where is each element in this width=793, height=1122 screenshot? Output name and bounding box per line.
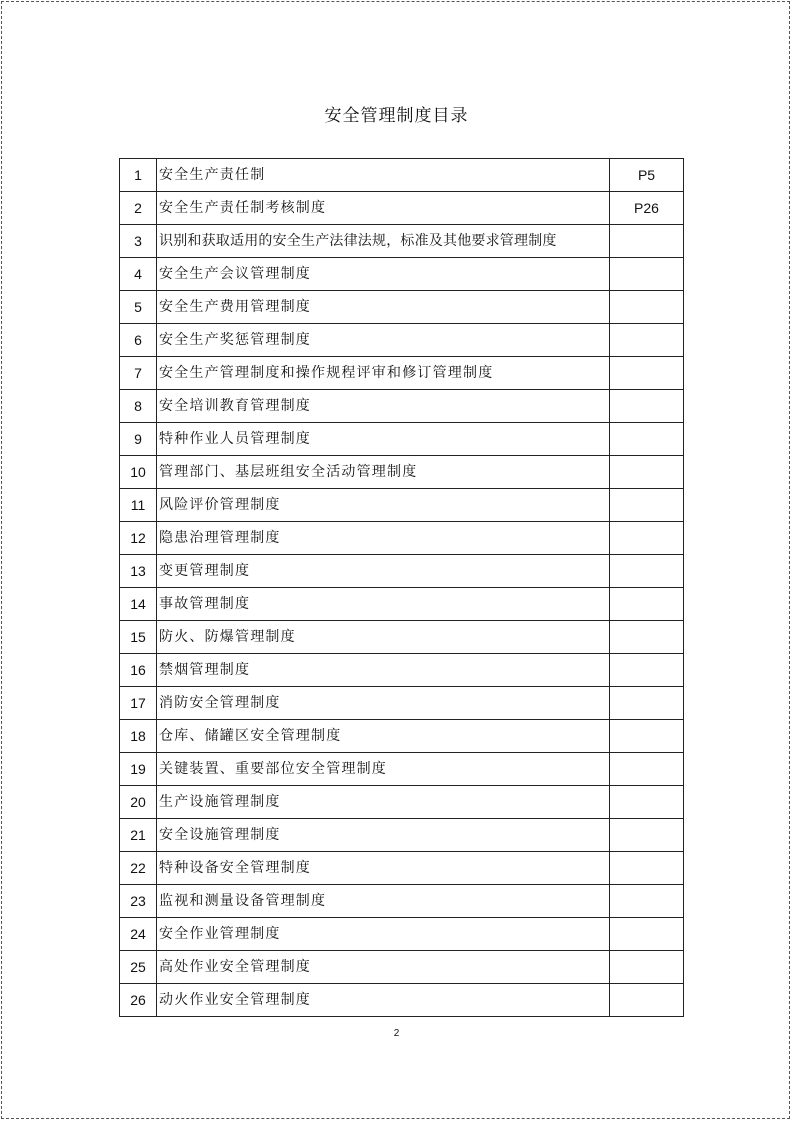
toc-row-number: 22 [120,852,157,885]
toc-row-title: 安全生产费用管理制度 [157,291,610,324]
toc-row-page [610,753,684,786]
toc-row-title: 安全培训教育管理制度 [157,390,610,423]
toc-row [120,489,684,522]
toc-row-page [610,621,684,654]
toc-row-title: 仓库、储罐区安全管理制度 [157,720,610,753]
document-title: 安全管理制度目录 [324,106,469,126]
toc-row-page [610,786,684,819]
toc-row-page: P26 [610,192,684,225]
toc-row-page [610,357,684,390]
toc-row-page [610,984,684,1017]
toc-row-page [610,852,684,885]
toc-row-number: 11 [120,489,157,522]
toc-row-page [610,390,684,423]
toc-row [120,291,684,324]
toc-row-page [610,456,684,489]
toc-row-number: 1 [120,159,157,192]
toc-row [120,159,684,192]
toc-row [120,687,684,720]
toc-row-title: 动火作业安全管理制度 [157,984,610,1017]
toc-row-page [610,918,684,951]
toc-row-title: 高处作业安全管理制度 [157,951,610,984]
toc-table [119,158,684,1017]
toc-row-title: 事故管理制度 [157,588,610,621]
toc-row-page [610,687,684,720]
toc-body [120,159,684,1017]
toc-row-number: 9 [120,423,157,456]
toc-row-page [610,423,684,456]
toc-row-title: 风险评价管理制度 [157,489,610,522]
toc-row [120,984,684,1017]
toc-row-number: 2 [120,192,157,225]
toc-row-page [610,225,684,258]
toc-row-title: 识别和获取适用的安全生产法律法规，标准及其他要求管理制度 [157,225,610,258]
toc-row-title: 安全生产责任制考核制度 [157,192,610,225]
toc-row-title: 消防安全管理制度 [157,687,610,720]
toc-row-number: 10 [120,456,157,489]
toc-row-number: 24 [120,918,157,951]
toc-row-number: 6 [120,324,157,357]
toc-row-number: 17 [120,687,157,720]
toc-row-title: 安全生产管理制度和操作规程评审和修订管理制度 [157,357,610,390]
toc-row [120,786,684,819]
toc-row-title: 生产设施管理制度 [157,786,610,819]
toc-row-number: 7 [120,357,157,390]
toc-row-page: P5 [610,159,684,192]
toc-row [120,258,684,291]
toc-row-title: 变更管理制度 [157,555,610,588]
toc-row-number: 14 [120,588,157,621]
toc-row-number: 19 [120,753,157,786]
toc-row-title: 安全作业管理制度 [157,918,610,951]
toc-row [120,654,684,687]
toc-row-number: 15 [120,621,157,654]
toc-row [120,753,684,786]
toc-row-title: 特种作业人员管理制度 [157,423,610,456]
toc-row [120,324,684,357]
toc-row-page [610,654,684,687]
toc-row-title: 关键装置、重要部位安全管理制度 [157,753,610,786]
toc-row-title: 隐患治理管理制度 [157,522,610,555]
toc-row-page [610,588,684,621]
toc-row-title: 监视和测量设备管理制度 [157,885,610,918]
toc-row-number: 20 [120,786,157,819]
toc-row-page [610,819,684,852]
toc-row-title: 安全生产奖惩管理制度 [157,324,610,357]
toc-row [120,522,684,555]
toc-row-page [610,720,684,753]
toc-row-number: 26 [120,984,157,1017]
toc-row [120,357,684,390]
toc-row-number: 23 [120,885,157,918]
toc-row [120,951,684,984]
toc-row-number: 13 [120,555,157,588]
toc-row-number: 21 [120,819,157,852]
toc-row [120,423,684,456]
toc-row-page [610,324,684,357]
toc-row-number: 3 [120,225,157,258]
toc-row-title: 特种设备安全管理制度 [157,852,610,885]
toc-row-title: 管理部门、基层班组安全活动管理制度 [157,456,610,489]
toc-row-number: 16 [120,654,157,687]
toc-row [120,621,684,654]
toc-row [120,588,684,621]
toc-row [120,852,684,885]
toc-row [120,720,684,753]
toc-row-number: 25 [120,951,157,984]
toc-row-page [610,489,684,522]
toc-row-title: 安全生产会议管理制度 [157,258,610,291]
toc-row-page [610,951,684,984]
toc-row [120,885,684,918]
toc-row-number: 18 [120,720,157,753]
toc-row [120,555,684,588]
toc-row-page [610,522,684,555]
page-number: 2 [393,1028,400,1039]
toc-row [120,918,684,951]
toc-row-number: 12 [120,522,157,555]
toc-row-title: 安全设施管理制度 [157,819,610,852]
toc-row-number: 8 [120,390,157,423]
toc-row-page [610,291,684,324]
toc-row-page [610,258,684,291]
toc-row [120,192,684,225]
toc-row [120,390,684,423]
toc-row-number: 5 [120,291,157,324]
toc-row [120,225,684,258]
toc-row-number: 4 [120,258,157,291]
toc-row-title: 禁烟管理制度 [157,654,610,687]
toc-row-page [610,885,684,918]
toc-row [120,456,684,489]
toc-row-title: 安全生产责任制 [157,159,610,192]
toc-row-page [610,555,684,588]
toc-row-title: 防火、防爆管理制度 [157,621,610,654]
toc-row [120,819,684,852]
